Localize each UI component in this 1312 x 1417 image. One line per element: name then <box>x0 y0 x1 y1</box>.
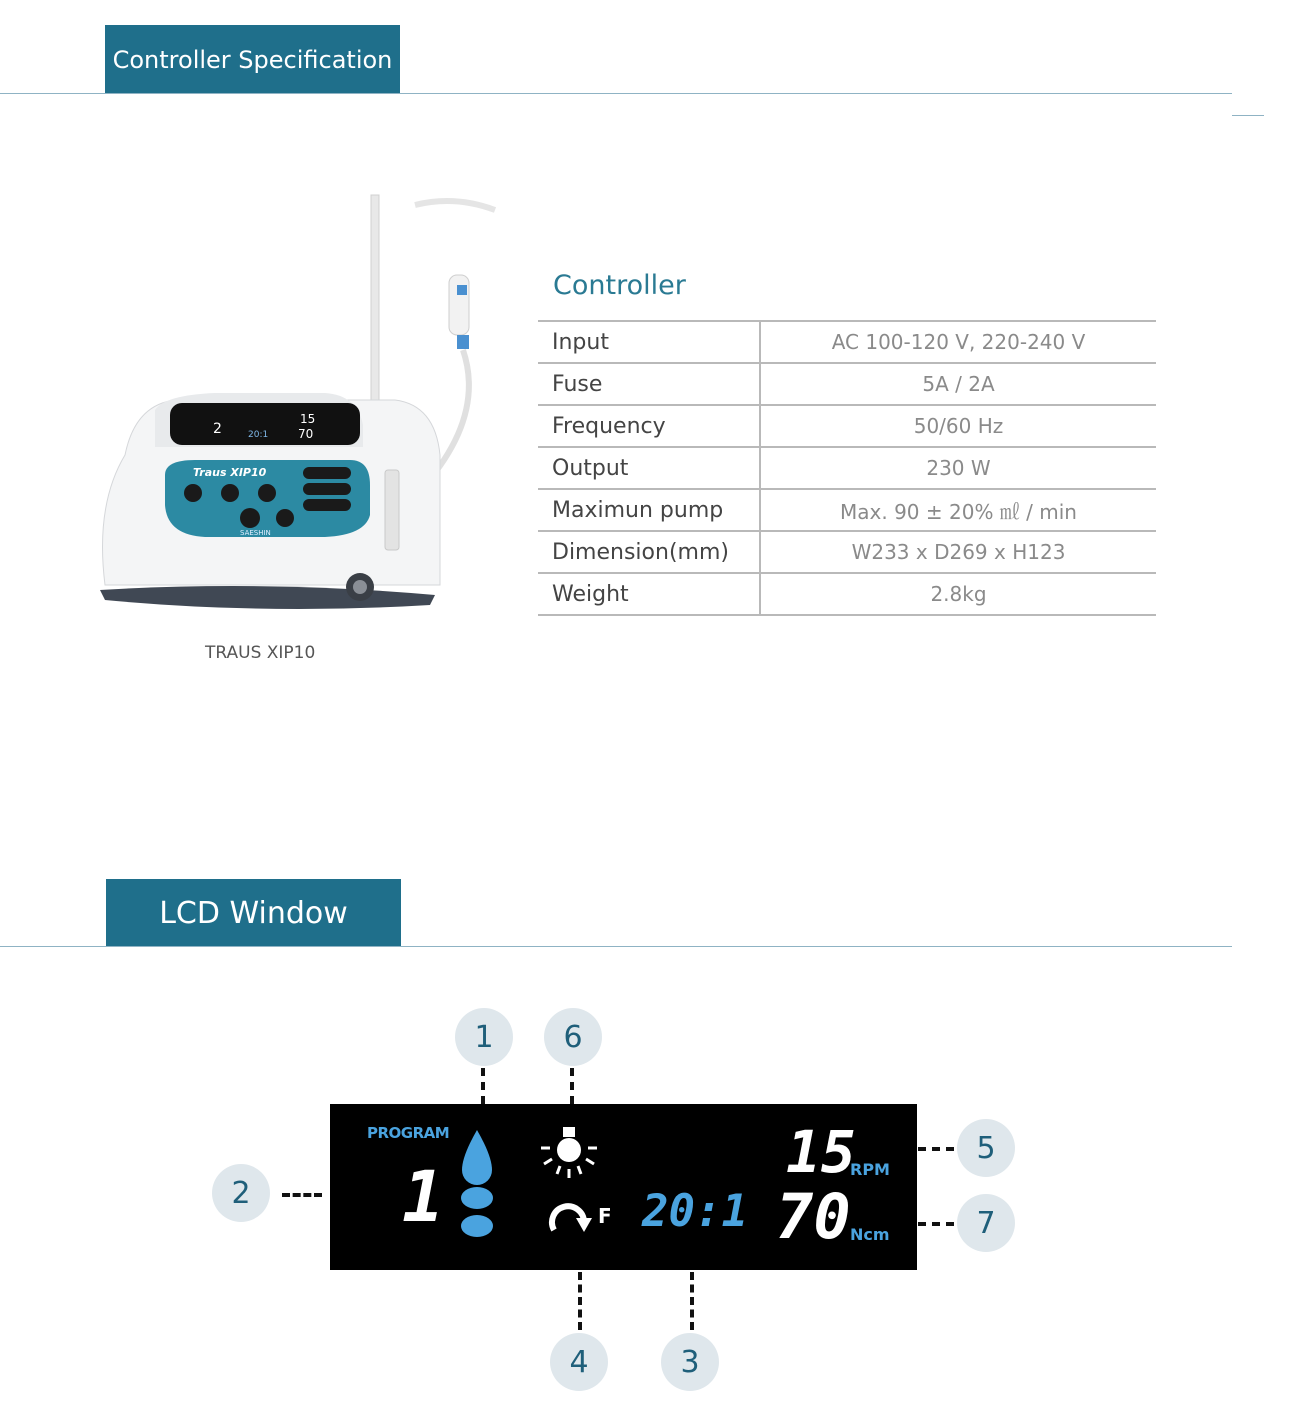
callout-6: 6 <box>544 1008 602 1066</box>
lcd-gear-ratio: 20:1 <box>642 1186 748 1237</box>
callout-3: 3 <box>661 1333 719 1391</box>
callout-line-7 <box>918 1222 954 1226</box>
spec-label-pump: Maximun pump <box>538 489 760 531</box>
callout-2: 2 <box>212 1164 270 1222</box>
spec-label-input: Input <box>538 321 760 363</box>
device-caption: TRAUS XIP10 <box>205 643 316 663</box>
lcd-speed-value: 15 <box>786 1118 856 1186</box>
lcd-panel <box>330 1104 917 1270</box>
lcd-speed-unit: RPM <box>850 1160 890 1179</box>
spec-table <box>538 320 1156 616</box>
callout-5: 5 <box>957 1119 1015 1177</box>
side-rule <box>1232 115 1264 116</box>
lcd-direction-label: F <box>598 1204 612 1228</box>
callout-line-2 <box>282 1193 322 1197</box>
spec-value-frequency: 50/60 Hz <box>760 405 1156 447</box>
table-row <box>538 489 1156 531</box>
traus-device-image <box>95 185 525 615</box>
table-row <box>538 447 1156 489</box>
callout-1: 1 <box>455 1008 513 1066</box>
controller-spec-header: Controller Specification <box>105 25 400 94</box>
callout-line-4 <box>578 1272 582 1330</box>
callout-7: 7 <box>957 1194 1015 1252</box>
device-brand: Traus XIP10 <box>193 466 267 479</box>
callout-line-1 <box>481 1068 485 1104</box>
header-rule <box>0 93 1232 94</box>
spec-value-fuse: 5A / 2A <box>760 363 1156 405</box>
table-row <box>538 573 1156 615</box>
spec-value-dimension: W233 x D269 x H123 <box>760 531 1156 573</box>
table-row <box>538 363 1156 405</box>
lcd-header-rule <box>0 946 1232 947</box>
device-lcd-rpm: 15 <box>300 412 316 426</box>
lcd-torque-value: 70 <box>776 1180 851 1253</box>
table-row <box>538 531 1156 573</box>
lcd-torque-unit: Ncm <box>850 1225 890 1244</box>
callout-4: 4 <box>550 1333 608 1391</box>
device-lcd-ncm: 70 <box>298 427 314 441</box>
lcd-program-number: 1 <box>402 1156 445 1238</box>
spec-value-weight: 2.8kg <box>760 573 1156 615</box>
spec-table-title: Controller <box>553 270 686 301</box>
spec-label-fuse: Fuse <box>538 363 760 405</box>
spec-label-dimension: Dimension(mm) <box>538 531 760 573</box>
callout-line-5 <box>918 1147 954 1151</box>
device-maker: SAESHIN <box>240 529 271 537</box>
spec-label-weight: Weight <box>538 573 760 615</box>
spec-value-input: AC 100-120 V, 220-240 V <box>760 321 1156 363</box>
water-drop-icon <box>458 1128 496 1244</box>
lcd-program-label: PROGRAM <box>367 1124 450 1142</box>
device-lcd-program: 2 <box>213 421 222 437</box>
spec-label-frequency: Frequency <box>538 405 760 447</box>
rotation-direction-icon <box>548 1196 596 1238</box>
spec-value-pump: Max. 90 ± 20% ㎖ / min <box>760 489 1156 531</box>
callout-line-6 <box>570 1068 574 1104</box>
callout-line-3 <box>690 1272 694 1330</box>
lcd-window-header: LCD Window <box>106 879 401 947</box>
table-row <box>538 405 1156 447</box>
spec-label-output: Output <box>538 447 760 489</box>
spec-value-output: 230 W <box>760 447 1156 489</box>
device-lcd-ratio: 20:1 <box>248 430 269 440</box>
light-bulb-icon <box>536 1122 602 1184</box>
table-row <box>538 321 1156 363</box>
